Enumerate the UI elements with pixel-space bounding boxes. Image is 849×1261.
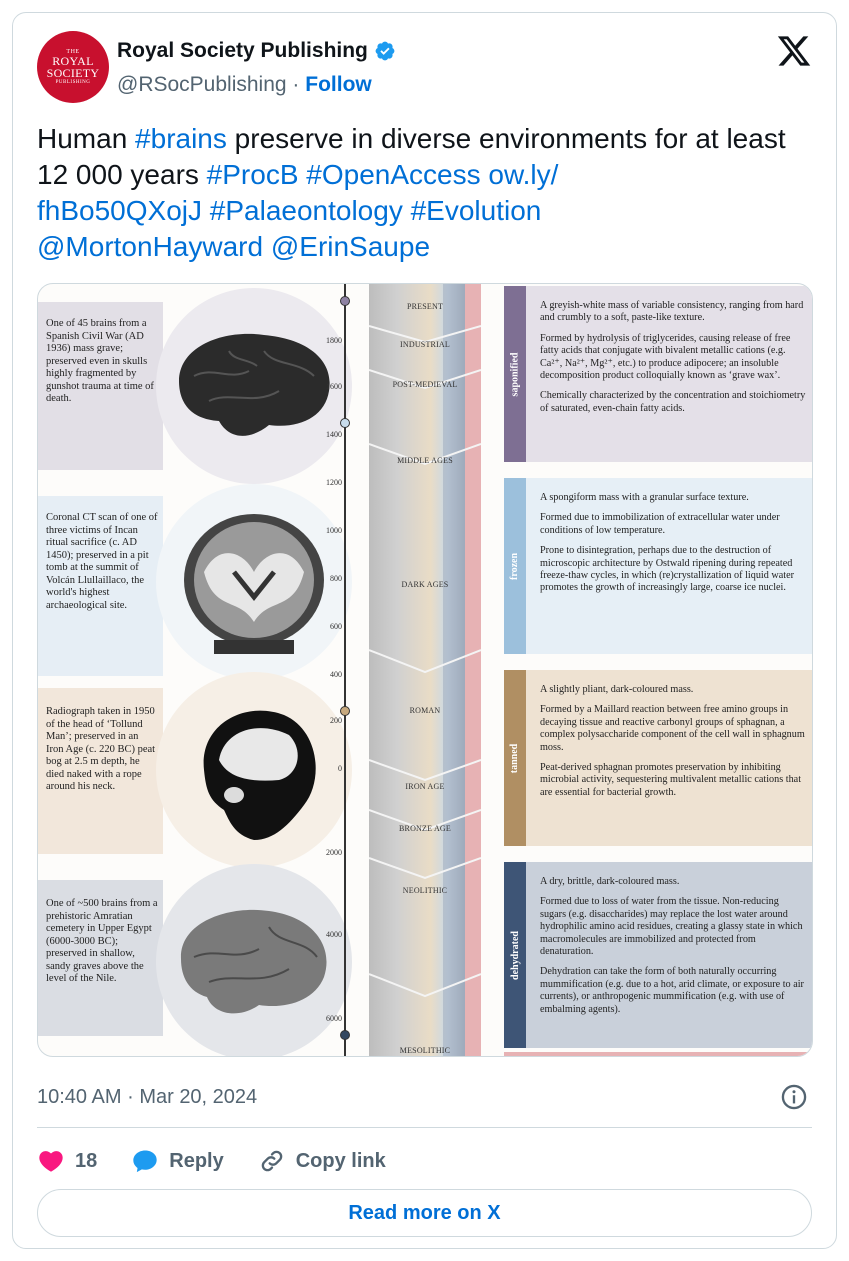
frozen-tab: frozen xyxy=(504,478,526,654)
tanned-text: A slightly pliant, dark-coloured mass. Formed by a Maillard reaction between free amino groups in decaying tissue and reactive carbonyl groups of sphagnan, a complex polysaccharide component of the cell wall in sphagnum moss. Peat-derived sphagnan promotes preservation by inhibiting microbial activity, sequestering multivalent metallic cations that are essential for bacterial growth. xyxy=(540,684,805,798)
frozen-text: A spongiform mass with a granular surface texture. Formed due to immobilization of extracellular water under conditions of low temperature. Prone to disintegration, perhaps due to the destruction of microscopic architecture by Ostwald ripening during repeated freeze-thaw cycles, in which (re)crystallization of liquid water promotes the growth of increasingly large, coarse ice nuclei. xyxy=(540,492,795,594)
tweet-text-segment xyxy=(403,195,411,226)
x-logo-icon[interactable] xyxy=(776,33,812,69)
avatar-text-publishing: PUBLISHING xyxy=(55,80,91,85)
bottom-red-strip xyxy=(504,1052,813,1057)
timeline-axis xyxy=(344,284,346,1057)
period-bronze-age: BRONZE AGE xyxy=(399,824,451,833)
tweet-link[interactable]: #Palaeontology xyxy=(209,195,403,226)
tweet-link[interactable]: #ProcB xyxy=(206,159,299,190)
infographic-image[interactable] xyxy=(37,283,813,1057)
period-dark-ages: DARK AGES xyxy=(401,580,449,589)
axis-marker-220bc xyxy=(340,706,350,716)
axis-marker-6000bc xyxy=(340,1030,350,1040)
tanned-tab: tanned xyxy=(504,670,526,846)
axis-marker-1936 xyxy=(340,296,350,306)
axis-tick-1600: 1600 xyxy=(326,382,342,391)
period-post-medieval: POST-MEDIEVAL xyxy=(392,380,458,389)
info-icon[interactable] xyxy=(780,1083,808,1111)
caption-spanish-civil-war: One of 45 brains from a Spanish Civil War (AD 1936) mass grave; preserved even in skulls highly fragmented by gunshot trauma at time of death. xyxy=(46,318,154,404)
copy-link-label: Copy link xyxy=(295,1149,386,1172)
preservation-panel-tanned xyxy=(504,670,813,846)
timestamp[interactable] xyxy=(37,1086,257,1109)
axis-tick-200: 200 xyxy=(330,716,342,725)
axis-tick-1000: 1000 xyxy=(326,526,342,535)
saponified-text: A greyish-white mass of variable consistency, ranging from hard and crumbly to a soft, paste-like texture. Formed by hydrolysis of triglycerides, causing release of free fatty acids that conjugate with bivalent metallic cations (e.g. Ca²⁺, Na²⁺, Mg²⁺, etc.) to produce adipocere; an insoluble decomposition product colloquially known as ‘grave wax’. Chemically characterized by the concentration and stoichiometry of saturated, even-chain fatty acids. xyxy=(540,300,806,414)
avatar-text-the: THE xyxy=(66,49,80,55)
account-name[interactable]: Royal Society Publishing xyxy=(117,39,368,62)
brain-ct-scan-frozen xyxy=(156,484,352,680)
axis-tick-2000: 2000 xyxy=(326,848,342,857)
tweet-card xyxy=(12,12,837,1249)
tweet-link[interactable]: #Evolution xyxy=(410,195,542,226)
dehydrated-tab: dehydrated xyxy=(504,862,526,1048)
like-button[interactable] xyxy=(37,1147,97,1175)
caption-tollund-man: Radiograph taken in 1950 of the head of ‘Tollund Man’; preserved in an Iron Age (c. 220 BC) peat bog at 2.5 m depth, he died naked with a rope around his neck. xyxy=(46,706,156,792)
tweet-text xyxy=(37,121,817,265)
avatar-text-royal: ROYAL xyxy=(52,54,94,68)
tweet-link[interactable]: #brains xyxy=(135,123,227,154)
verified-badge-icon xyxy=(374,40,396,62)
action-bar xyxy=(37,1141,420,1181)
preservation-panel-saponified xyxy=(504,286,813,462)
axis-tick-6000: 6000 xyxy=(326,1014,342,1023)
brain-image-saponified xyxy=(156,288,352,484)
tweet-date: Mar 20, 2024 xyxy=(139,1086,258,1108)
reply-bubble-icon xyxy=(131,1147,159,1175)
axis-tick-4000: 4000 xyxy=(326,930,342,939)
tollund-man-radiograph xyxy=(156,672,352,868)
tweet-text-segment xyxy=(202,195,210,226)
tweet-link[interactable]: @MortonHayward xyxy=(37,231,264,262)
account-handle[interactable]: @RSocPublishing xyxy=(117,73,287,96)
tweet-text-segment: preserve in diverse environments for at least 12 000 years xyxy=(37,123,786,190)
period-iron-age: IRON AGE xyxy=(405,782,445,791)
tweet-link[interactable]: #OpenAccess xyxy=(306,159,481,190)
axis-tick-1400: 1400 xyxy=(326,430,342,439)
axis-tick-400: 400 xyxy=(330,670,342,679)
caption-incan-sacrifice: Coronal CT scan of one of three victims of Incan ritual sacrifice (c. AD 1450); preserved in a pit tomb at the summit of Volcán Llullaillaco, the world's highest archaeological site. xyxy=(46,512,158,611)
period-present: PRESENT xyxy=(406,302,444,311)
period-timebar xyxy=(369,284,481,1057)
footer-divider xyxy=(37,1127,812,1128)
saponified-tab: saponified xyxy=(504,286,526,462)
axis-tick-600: 600 xyxy=(330,622,342,631)
read-more-button[interactable]: Read more on X xyxy=(37,1189,812,1237)
tweet-text-segment: Human xyxy=(37,123,136,154)
avatar[interactable] xyxy=(37,31,109,103)
caption-amratian-cemetery: One of ~500 brains from a prehistoric Amratian cemetery in Upper Egypt (6000-3000 BC); preserved in shallow, sandy graves above the level of the Nile. xyxy=(46,898,158,984)
axis-marker-1450 xyxy=(340,418,350,428)
amratian-brain-image xyxy=(156,864,352,1057)
axis-tick-800: 800 xyxy=(330,574,342,583)
time-separator: · xyxy=(127,1086,134,1108)
avatar-text-society: SOCIETY xyxy=(46,66,100,80)
axis-tick-1800: 1800 xyxy=(326,336,342,345)
period-mesolithic: MESOLITHIC xyxy=(399,1046,451,1055)
follow-button[interactable]: Follow xyxy=(305,73,372,96)
tweet-link[interactable]: ow.ly/ xyxy=(488,159,559,190)
period-industrial: INDUSTRIAL xyxy=(400,340,450,349)
handle-row xyxy=(117,73,372,97)
handle-separator: · xyxy=(292,73,300,96)
axis-tick-1200: 1200 xyxy=(326,478,342,487)
like-count: 18 xyxy=(75,1149,98,1172)
dehydrated-text: A dry, brittle, dark-coloured mass. Formed due to loss of water from the tissue. Non-reducing sugars (e.g. disaccharides) may replace the lost water around hydrophilic amino acid residues, creating a glassy state in which macromolecules are immobilized and protected from denaturation. Dehydration can take the form of both naturally occurring mummification (e.g. due to a hot, arid climate, or exposure to air currents), or anthropogenic mummification (e.g. with use of embalming agents). xyxy=(540,876,804,1015)
axis-tick-0: 0 xyxy=(338,764,342,773)
link-icon xyxy=(258,1147,286,1175)
tweet-time: 10:40 AM xyxy=(37,1086,122,1108)
preservation-panel-frozen xyxy=(504,478,813,654)
tweet-text-segment xyxy=(263,231,271,262)
tweet-link[interactable]: fhBo50QXojJ xyxy=(37,195,202,226)
account-name-row xyxy=(117,39,396,63)
reply-label: Reply xyxy=(169,1149,224,1172)
period-roman: ROMAN xyxy=(409,706,441,715)
period-middle-ages: MIDDLE AGES xyxy=(397,456,453,465)
copy-link-button[interactable] xyxy=(258,1147,386,1175)
reply-button[interactable] xyxy=(131,1147,223,1175)
heart-icon xyxy=(37,1147,65,1175)
tweet-link[interactable]: @ErinSaupe xyxy=(270,231,431,262)
preservation-panel-dehydrated xyxy=(504,862,813,1048)
period-neolithic: NEOLITHIC xyxy=(402,886,448,895)
